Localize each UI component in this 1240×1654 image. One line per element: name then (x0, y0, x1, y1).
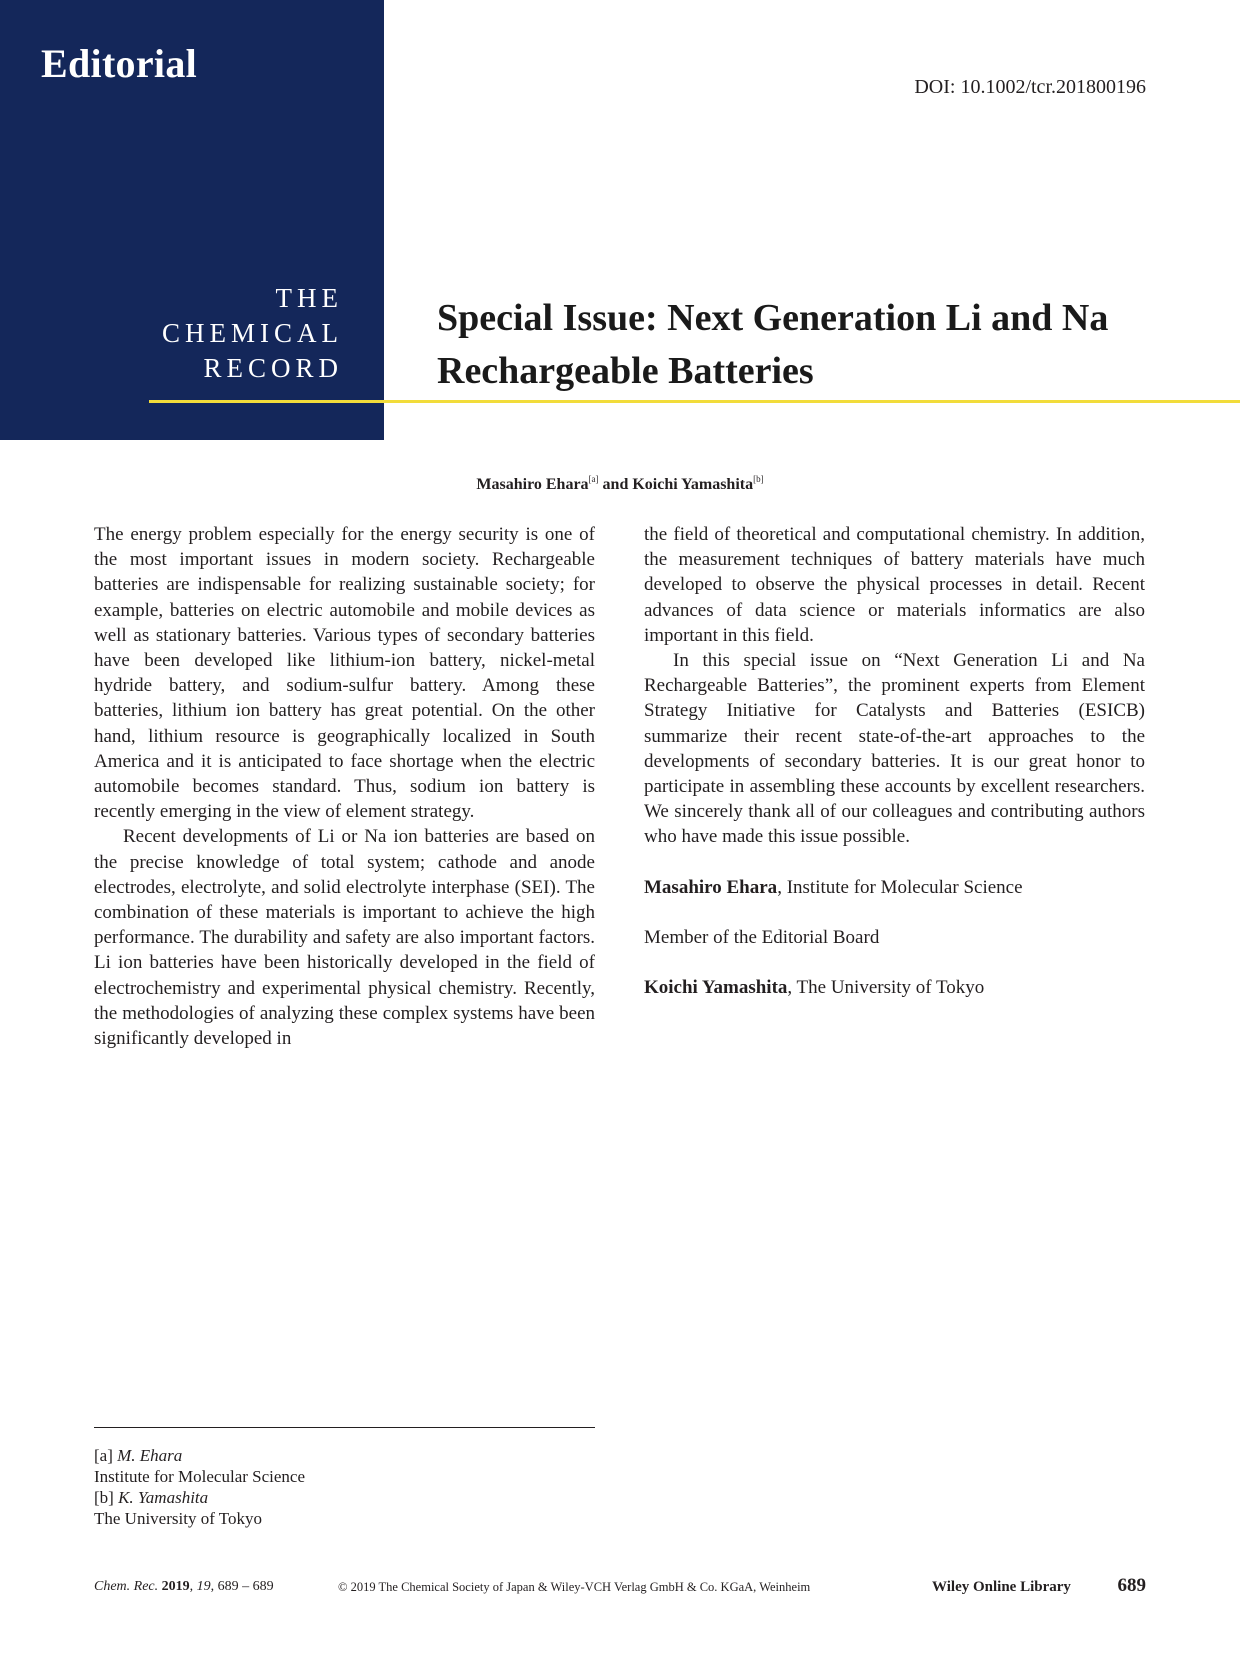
footnote-divider (94, 1427, 595, 1428)
citation-pages: 689 – 689 (217, 1579, 274, 1594)
footnote-institution: Institute for Molecular Science (94, 1467, 306, 1486)
affiliation-mark: [a] (588, 474, 599, 484)
footnote-a (94, 1445, 305, 1466)
footnote-name: K. Yamashita (118, 1488, 209, 1507)
body-paragraph: In this special issue on “Next Generation Li and Na Rechargeable Batteries”, the prominent experts from Element Strategy Initiative for Catalysts and Batteries (ESICB) summarize their recent state-of-the-art approaches to the developments of secondary batteries. It is our great honor to participate in assembling these accounts by excellent researchers. We sincerely thank all of our colleagues and contributing authors who have made this issue possible. (644, 650, 1145, 848)
article-title: Special Issue: Next Generation Li and Na Rechargeable Batteries (437, 297, 1109, 392)
footnote-mark: [a] (94, 1446, 113, 1465)
author-name: Koichi Yamashita (632, 476, 754, 493)
author-name: Masahiro Ehara (476, 476, 589, 493)
footnotes (94, 1445, 305, 1529)
wiley-online-library-link[interactable]: Wiley Online Library (932, 1579, 1071, 1595)
citation: Chem. Rec. 2019, 19, 689 – 689 (94, 1579, 274, 1594)
signature-affiliation: , The University of Tokyo (787, 977, 985, 999)
author-conjunction: and (602, 476, 629, 493)
page-footer (94, 1576, 1146, 1600)
signature-ehara (644, 875, 1145, 900)
section-label: Editorial (41, 41, 198, 86)
journal-name-line-1: THE (275, 283, 343, 313)
signature-yamashita (644, 975, 1145, 1000)
body-paragraph: The energy problem especially for the energy security is one of the most important issues in modern society. Rechargeable batteries are indispensable for realizing sustainable society; for example, batteries on electric automobile and mobile devices as well as stationary batteries. Various types of secondary batteries have been developed like lithium-ion battery, nickel-metal hydride battery, and sodium-sulfur battery. Among these batteries, lithium ion battery has great potential. On the other hand, lithium resource is geographically localized in South America and it is anticipated to face shortage when the electric automobile becomes standard. Thus, sodium ion battery is recently emerging in the view of element strategy. (94, 524, 595, 823)
footnote-mark: [b] (94, 1488, 114, 1507)
footnote-institution: The University of Tokyo (94, 1509, 262, 1528)
affiliation-mark: [b] (753, 474, 764, 484)
body-paragraph: Recent developments of Li or Na ion batteries are based on the precise knowledge of total system; cathode and anode electrodes, electrolyte, and solid electrolyte interphase (SEI). The combination of these materials is important to achieve the high performance. The durability and safety are also important factors. Li ion batteries have been historically developed in the field of electrochemistry and experimental physical chemistry. Recently, the methodologies of analyzing these complex systems have been significantly developed in (94, 826, 595, 1050)
page-number: 689 (1117, 1575, 1146, 1596)
body-paragraph: the field of theoretical and computational chemistry. In addition, the measurement techniques of battery materials have much developed to observe the physical processes in detail. Recent advances of data science or materials informatics are also important in this field. (644, 524, 1145, 646)
journal-name (162, 281, 343, 386)
editorial-board-note: Member of the Editorial Board (644, 926, 880, 948)
copyright: © 2019 The Chemical Society of Japan & Wiley-VCH Verlag GmbH & Co. KGaA, Weinheim (338, 1580, 811, 1594)
body-column-left (94, 522, 595, 1051)
signature-name: Masahiro Ehara (644, 876, 778, 898)
citation-year: 2019 (161, 1579, 190, 1594)
header-banner (0, 0, 384, 440)
journal-name-line-3: RECORD (203, 353, 343, 383)
signature-affiliation: , Institute for Molecular Science (777, 876, 1023, 898)
journal-abbrev: Chem. Rec. (94, 1579, 159, 1594)
footnote-b (94, 1487, 305, 1508)
body-column-right (644, 522, 1145, 1000)
citation-volume: 19 (196, 1579, 211, 1594)
footnote-name: M. Ehara (117, 1446, 183, 1465)
doi[interactable]: DOI: 10.1002/tcr.201800196 (914, 76, 1146, 98)
journal-name-line-2: CHEMICAL (162, 318, 343, 348)
signature-name: Koichi Yamashita (644, 977, 788, 999)
title-underline (149, 400, 1240, 403)
author-line (0, 474, 1240, 494)
